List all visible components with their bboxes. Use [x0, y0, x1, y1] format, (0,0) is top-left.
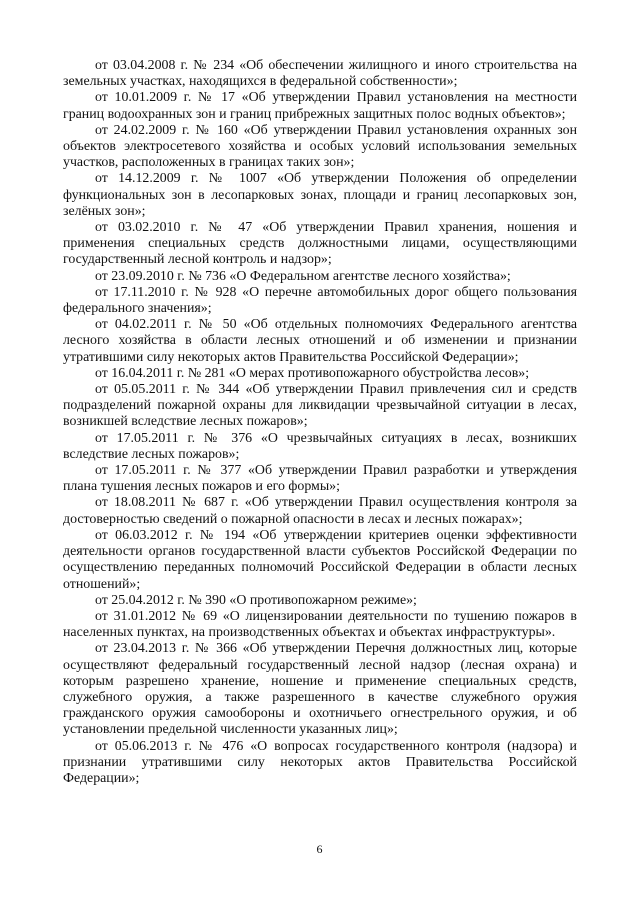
page-number: 6: [316, 842, 323, 856]
paragraph-16: от 31.01.2012 № 69 «О лицензировании деятельности по тушению пожаров в населенных пунктах, на производственных объектах и объектах инфраструктуры».: [63, 608, 577, 641]
paragraph-3: от 24.02.2009 г. № 160 «Об утверждении Правил установления охранных зон объектов электросетевого хозяйства и особых условий использования земельных участков, расположенных в границах таких зон»;: [63, 122, 577, 171]
paragraph-14: от 06.03.2012 г. № 194 «Об утверждении критериев оценки эффективности деятельности органов государственной власти субъектов Российской Федерации по осуществлению переданных полномочий Российской Федерации в области лесных отношений»;: [63, 527, 577, 592]
paragraph-7: от 17.11.2010 г. № 928 «О перечне автомобильных дорог общего пользования федерального значения»;: [63, 284, 577, 317]
paragraph-8: от 04.02.2011 г. № 50 «Об отдельных полномочиях Федерального агентства лесного хозяйства в области лесных отношений и об изменении и признании утратившими силу некоторых актов Правительства Российской Федерации»;: [63, 317, 577, 365]
paragraph-6: от 23.09.2010 г. № 736 «О Федеральном агентстве лесного хозяйства»;: [95, 268, 511, 284]
paragraph-13: от 18.08.2011 № 687 г. «Об утверждении Правил осуществления контроля за достоверностью сведений о пожарной опасности в лесах и лесных пожарах»;: [63, 495, 577, 527]
paragraph-18: от 05.06.2013 г. № 476 «О вопросах государственного контроля (надзора) и признании утратившими силу некоторых актов Правительства Российской Федерации»;: [63, 738, 577, 786]
paragraph-2: от 10.01.2009 г. № 17 «Об утверждении Правил установления на местности границ водоохранных зон и границ прибрежных защитных полос водных объектов»;: [63, 90, 577, 122]
paragraph-9: от 16.04.2011 г. № 281 «О мерах противопожарного обустройства лесов»;: [95, 365, 530, 381]
paragraph-10: от 05.05.2011 г. № 344 «Об утверждении Правил привлечения сил и средств подразделений пожарной охраны для ликвидации чрезвычайной ситуации в лесах, возникшей вследствие лесных пожаров»;: [63, 382, 577, 430]
paragraph-12: от 17.05.2011 г. № 377 «Об утверждении Правил разработки и утверждения плана тушения лесных пожаров и его формы»;: [63, 463, 577, 495]
document-body: [63, 58, 577, 787]
paragraph-15: от 25.04.2012 г. № 390 «О противопожарном режиме»;: [95, 592, 417, 608]
paragraph-17: от 23.04.2013 г. № 366 «Об утверждении Перечня должностных лиц, которые осуществляют федеральный государственный лесной надзор (лесная охрана) и которым разрешено хранение, ношение и применение специальных средств, служебного оружия, а также разрешенного в качестве служебного оружия гражданского оружия самообороны и охотничьего огнестрельного оружия, и об установлении предельной численности указанных лиц»;: [63, 641, 577, 738]
paragraph-11: от 17.05.2011 г. № 376 «О чрезвычайных ситуациях в лесах, возникших вследствие лесных пожаров»;: [63, 430, 577, 462]
paragraph-1: от 03.04.2008 г. № 234 «Об обеспечении жилищного и иного строительства на земельных участках, находящихся в федеральной собственности»;: [63, 58, 577, 90]
paragraph-4: от 14.12.2009 г. № 1007 «Об утверждении Положения об определении функциональных зон в лесопарковых зонах, площади и границ лесопарковых зон, зелёных зон»;: [63, 171, 577, 219]
paragraph-5: от 03.02.2010 г. № 47 «Об утверждении Правил хранения, ношения и применения специальных средств должностными лицами, осуществляющими государственный лесной контроль и надзор»;: [63, 220, 577, 268]
